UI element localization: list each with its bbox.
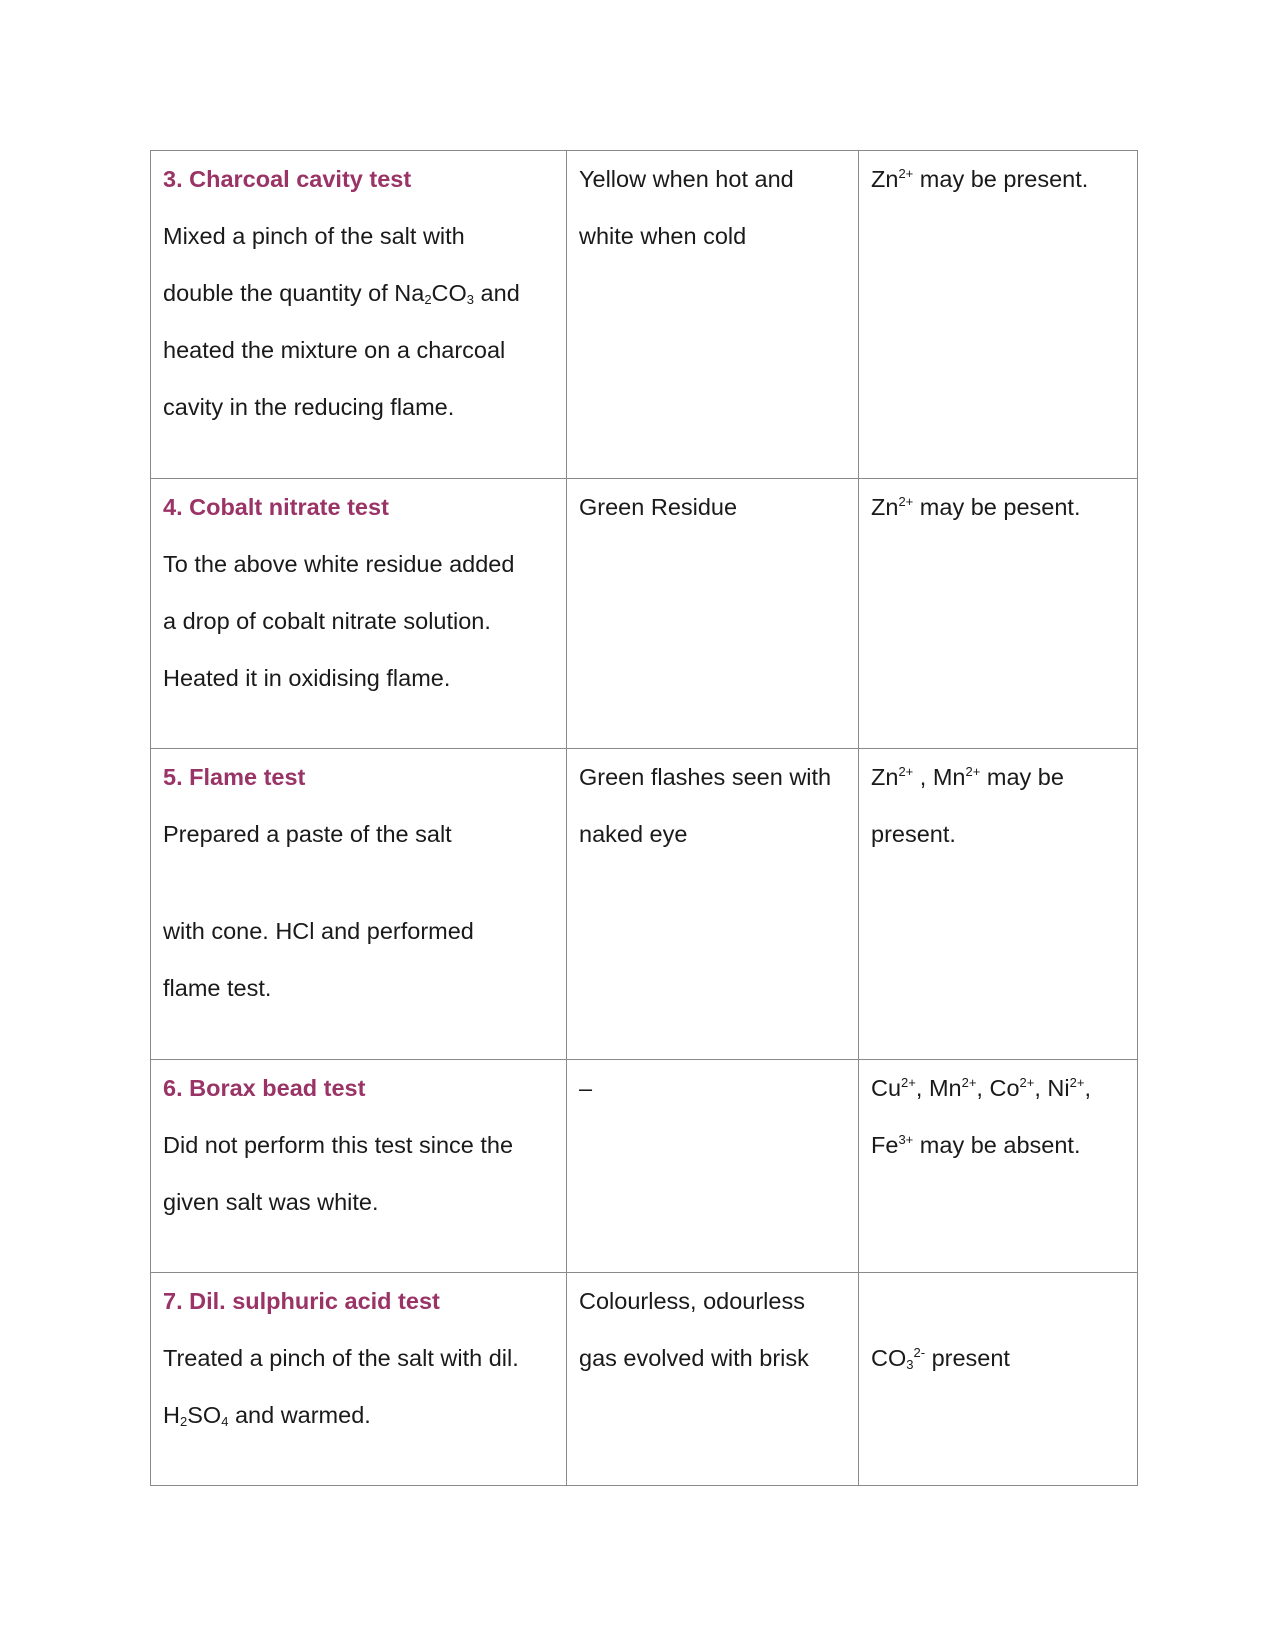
- test-heading: 5. Flame test: [163, 764, 306, 790]
- table-row: [151, 479, 1138, 749]
- observation-text: white when cold: [579, 223, 747, 249]
- experiment-text: To the above white residue added: [163, 551, 515, 577]
- experiment-cell: [151, 151, 567, 479]
- observation-cell: [567, 479, 859, 749]
- observation-text: Colourless, odourless: [579, 1288, 805, 1314]
- observation-text: Green Residue: [579, 494, 738, 520]
- observation-cell: [567, 1273, 859, 1486]
- inference-text: $Fe^{3+}$ may be absent.: [871, 1132, 1081, 1158]
- observation-cell: [567, 1060, 859, 1273]
- inference-text: $CO_3^{2-}$ present: [871, 1345, 1010, 1372]
- observation-text: gas evolved with brisk: [579, 1345, 809, 1371]
- table-row: [151, 749, 1138, 1060]
- inference-text: $Zn^{2+}$ may be present.: [871, 166, 1089, 192]
- table-row: [151, 151, 1138, 479]
- inference-cell: [859, 1273, 1138, 1486]
- test-heading: 4. Cobalt nitrate test: [163, 494, 389, 520]
- experiment-table: [150, 150, 1138, 1486]
- test-heading: 7. Dil. sulphuric acid test: [163, 1288, 440, 1314]
- experiment-text: with cone. HCl and performed: [163, 918, 474, 944]
- inference-text: present.: [871, 821, 956, 847]
- experiment-text: heated the mixture on a charcoal: [163, 337, 506, 363]
- test-heading: 6. Borax bead test: [163, 1075, 366, 1101]
- inference-text: $Cu^{2+}$, $Mn^{2+}$, $Co^{2+}$, $Ni^{2+}$,: [871, 1075, 1091, 1101]
- inference-cell: [859, 479, 1138, 749]
- experiment-text: Did not perform this test since the: [163, 1132, 514, 1158]
- inference-cell: [859, 1060, 1138, 1273]
- experiment-text: given salt was white.: [163, 1189, 379, 1215]
- observation-text: Green flashes seen with: [579, 764, 832, 790]
- experiment-text: cavity in the reducing flame.: [163, 394, 455, 420]
- experiment-cell: [151, 1273, 567, 1486]
- inference-cell: [859, 151, 1138, 479]
- inference-cell: [859, 749, 1138, 1060]
- experiment-cell: [151, 749, 567, 1060]
- experiment-text: flame test.: [163, 975, 272, 1001]
- spacer: [871, 1273, 1125, 1330]
- experiment-cell: [151, 1060, 567, 1273]
- observation-text: naked eye: [579, 821, 688, 847]
- observation-text: Yellow when hot and: [579, 166, 794, 192]
- observation-cell: [567, 749, 859, 1060]
- experiment-text: Heated it in oxidising flame.: [163, 665, 451, 691]
- inference-text: $Zn^{2+}$ , $Mn^{2+}$ may be: [871, 764, 1064, 790]
- observation-cell: [567, 151, 859, 479]
- experiment-text: Treated a pinch of the salt with dil.: [163, 1345, 519, 1371]
- experiment-cell: [151, 479, 567, 749]
- experiment-text: Mixed a pinch of the salt with: [163, 223, 465, 249]
- experiment-text: Prepared a paste of the salt: [163, 821, 452, 847]
- inference-text: $Zn^{2+}$ may be pesent.: [871, 494, 1081, 520]
- experiment-text: double the quantity of $Na_2CO_3$ and: [163, 280, 520, 307]
- test-heading: 3. Charcoal cavity test: [163, 166, 412, 192]
- table-row: [151, 1060, 1138, 1273]
- table-row: [151, 1273, 1138, 1486]
- observation-text: –: [579, 1075, 593, 1101]
- experiment-text: $H_2SO_4$ and warmed.: [163, 1402, 371, 1429]
- spacer: [163, 863, 554, 903]
- experiment-text: a drop of cobalt nitrate solution.: [163, 608, 491, 634]
